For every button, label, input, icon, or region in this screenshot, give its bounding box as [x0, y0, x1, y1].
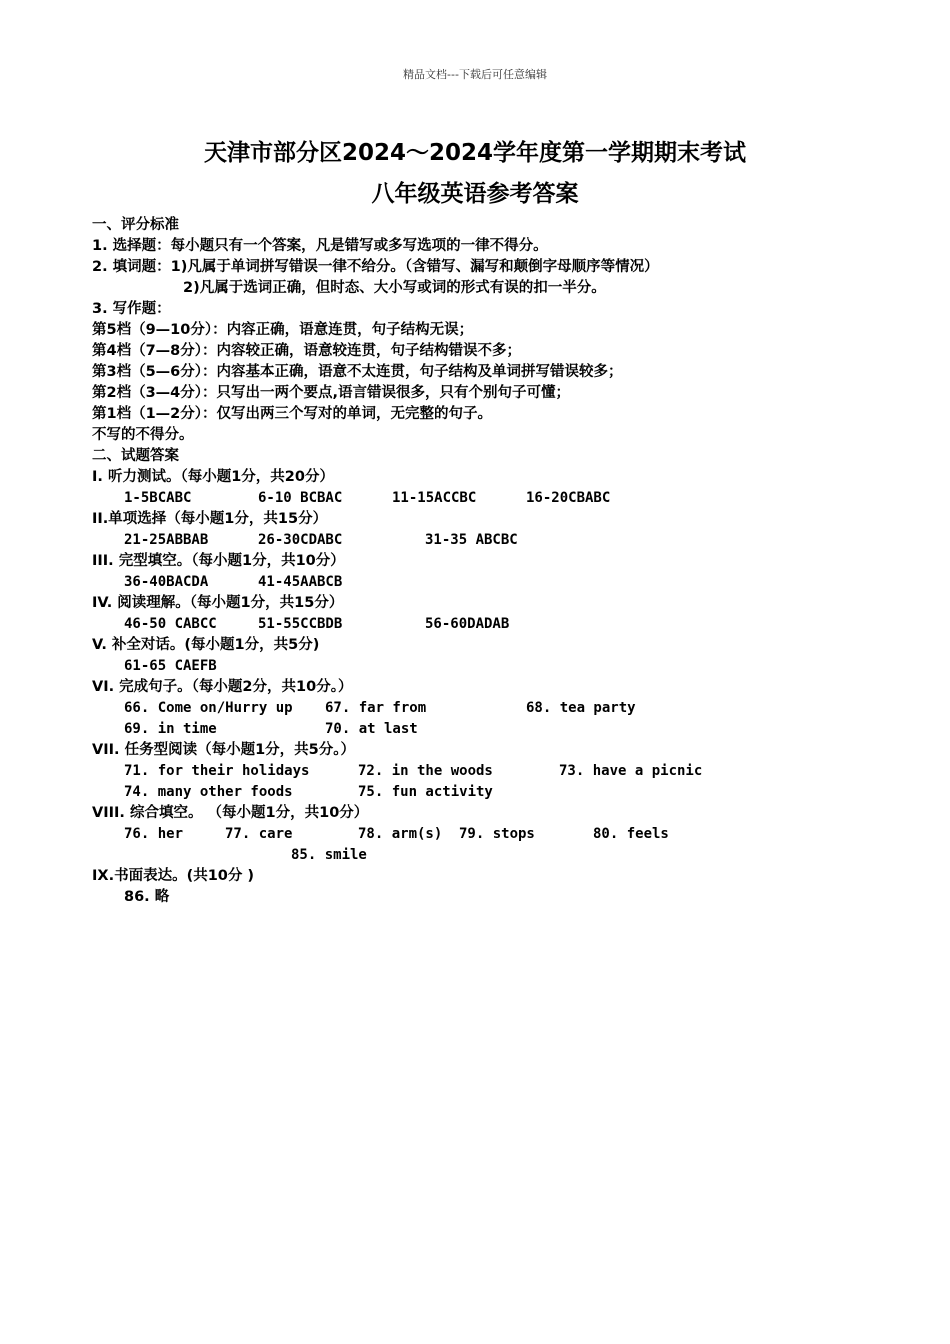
grading-item-fill-1: 2. 填词题：1)凡属于单词拼写错误一律不给分。（含错写、漏写和颠倒字母顺序等情况） [92, 259, 659, 275]
answer-item: 76. her [124, 826, 184, 842]
answer-item: 79. stops [459, 826, 535, 842]
section-writing-title: IX.书面表达。(共10分 ) [92, 868, 255, 884]
answer-item: 72. in the woods [358, 763, 493, 779]
grading-band-0: 不写的不得分。 [92, 427, 194, 443]
grading-band-1: 第1档（1—2分）：仅写出两三个写对的单词，无完整的句子。 [92, 406, 493, 422]
answer-group: 11-15ACCBC [392, 490, 477, 506]
answer-item: 78. arm(s) [358, 826, 443, 842]
grading-heading: 一、评分标准 [92, 217, 179, 233]
answer-group: 51-55CCBDB [258, 616, 343, 632]
section-sentences-title: VI. 完成句子。（每小题2分，共10分。） [92, 679, 353, 695]
answer-item: 69. in time [124, 721, 217, 737]
answer-item: 75. fun activity [358, 784, 493, 800]
answer-group: 31-35 ABCBC [425, 532, 518, 548]
answer-group: 61-65 CAEFB [124, 658, 217, 674]
grading-item-writing: 3. 写作题： [92, 301, 171, 317]
answer-item: 86. 略 [124, 889, 170, 905]
grading-item-fill-2: 2)凡属于选词正确，但时态、大小写或词的形式有误的扣一半分。 [183, 280, 606, 296]
section-single-choice-title: II.单项选择（每小题1分，共15分） [92, 511, 328, 527]
grading-band-2: 第2档（3—4分）：只写出一两个要点,语言错误很多，只有个别句子可懂； [92, 385, 571, 401]
answer-group: 16-20CBABC [526, 490, 611, 506]
header-note: 精品文档---下载后可任意编辑 [403, 68, 547, 81]
section-reading-title: IV. 阅读理解。（每小题1分，共15分） [92, 595, 344, 611]
section-cloze-title: III. 完型填空。（每小题1分，共10分） [92, 553, 345, 569]
answer-item: 66. Come on/Hurry up [124, 700, 293, 716]
answer-item: 73. have a picnic [559, 763, 703, 779]
grading-band-3: 第3档（5—6分）：内容基本正确，语意不太连贯，句子结构及单词拼写错误较多； [92, 364, 623, 380]
grading-item-choice: 1. 选择题：每小题只有一个答案，凡是错写或多写选项的一律不得分。 [92, 238, 548, 254]
section-task-reading-title: VII. 任务型阅读（每小题1分，共5分。） [92, 742, 355, 758]
answer-group: 6-10 BCBAC [258, 490, 343, 506]
answer-group: 36-40BACDA [124, 574, 209, 590]
document-title: 天津市部分区2024～2024学年度第一学期期末考试 [203, 140, 747, 166]
answer-item: 74. many other foods [124, 784, 293, 800]
section-dialogue-title: V. 补全对话。(每小题1分，共5分) [92, 637, 320, 653]
answer-item: 77. care [225, 826, 293, 842]
answers-heading: 二、试题答案 [92, 448, 179, 464]
answer-group: 46-50 CABCC [124, 616, 217, 632]
section-listening-title: I. 听力测试。（每小题1分，共20分） [92, 469, 334, 485]
document-subtitle: 八年级英语参考答案 [371, 181, 579, 207]
answer-group: 26-30CDABC [258, 532, 343, 548]
answer-item: 80. feels [593, 826, 669, 842]
answer-group: 21-25ABBAB [124, 532, 209, 548]
grading-band-4: 第4档（7—8分）：内容较正确，语意较连贯，句子结构错误不多； [92, 343, 522, 359]
answer-item: 67. far from [325, 700, 427, 716]
answer-item: 71. for their holidays [124, 763, 310, 779]
answer-item: 70. at last [325, 721, 418, 737]
answer-group: 1-5BCABC [124, 490, 192, 506]
answer-item: 85. smile [291, 847, 367, 863]
section-comprehensive-fill-title: VIII. 综合填空。 （每小题1分，共10分） [92, 805, 369, 821]
answer-group: 56-60DADAB [425, 616, 510, 632]
answer-item: 68. tea party [526, 700, 636, 716]
grading-band-5: 第5档（9—10分）：内容正确，语意连贯，句子结构无误； [92, 322, 474, 338]
answer-group: 41-45AABCB [258, 574, 343, 590]
